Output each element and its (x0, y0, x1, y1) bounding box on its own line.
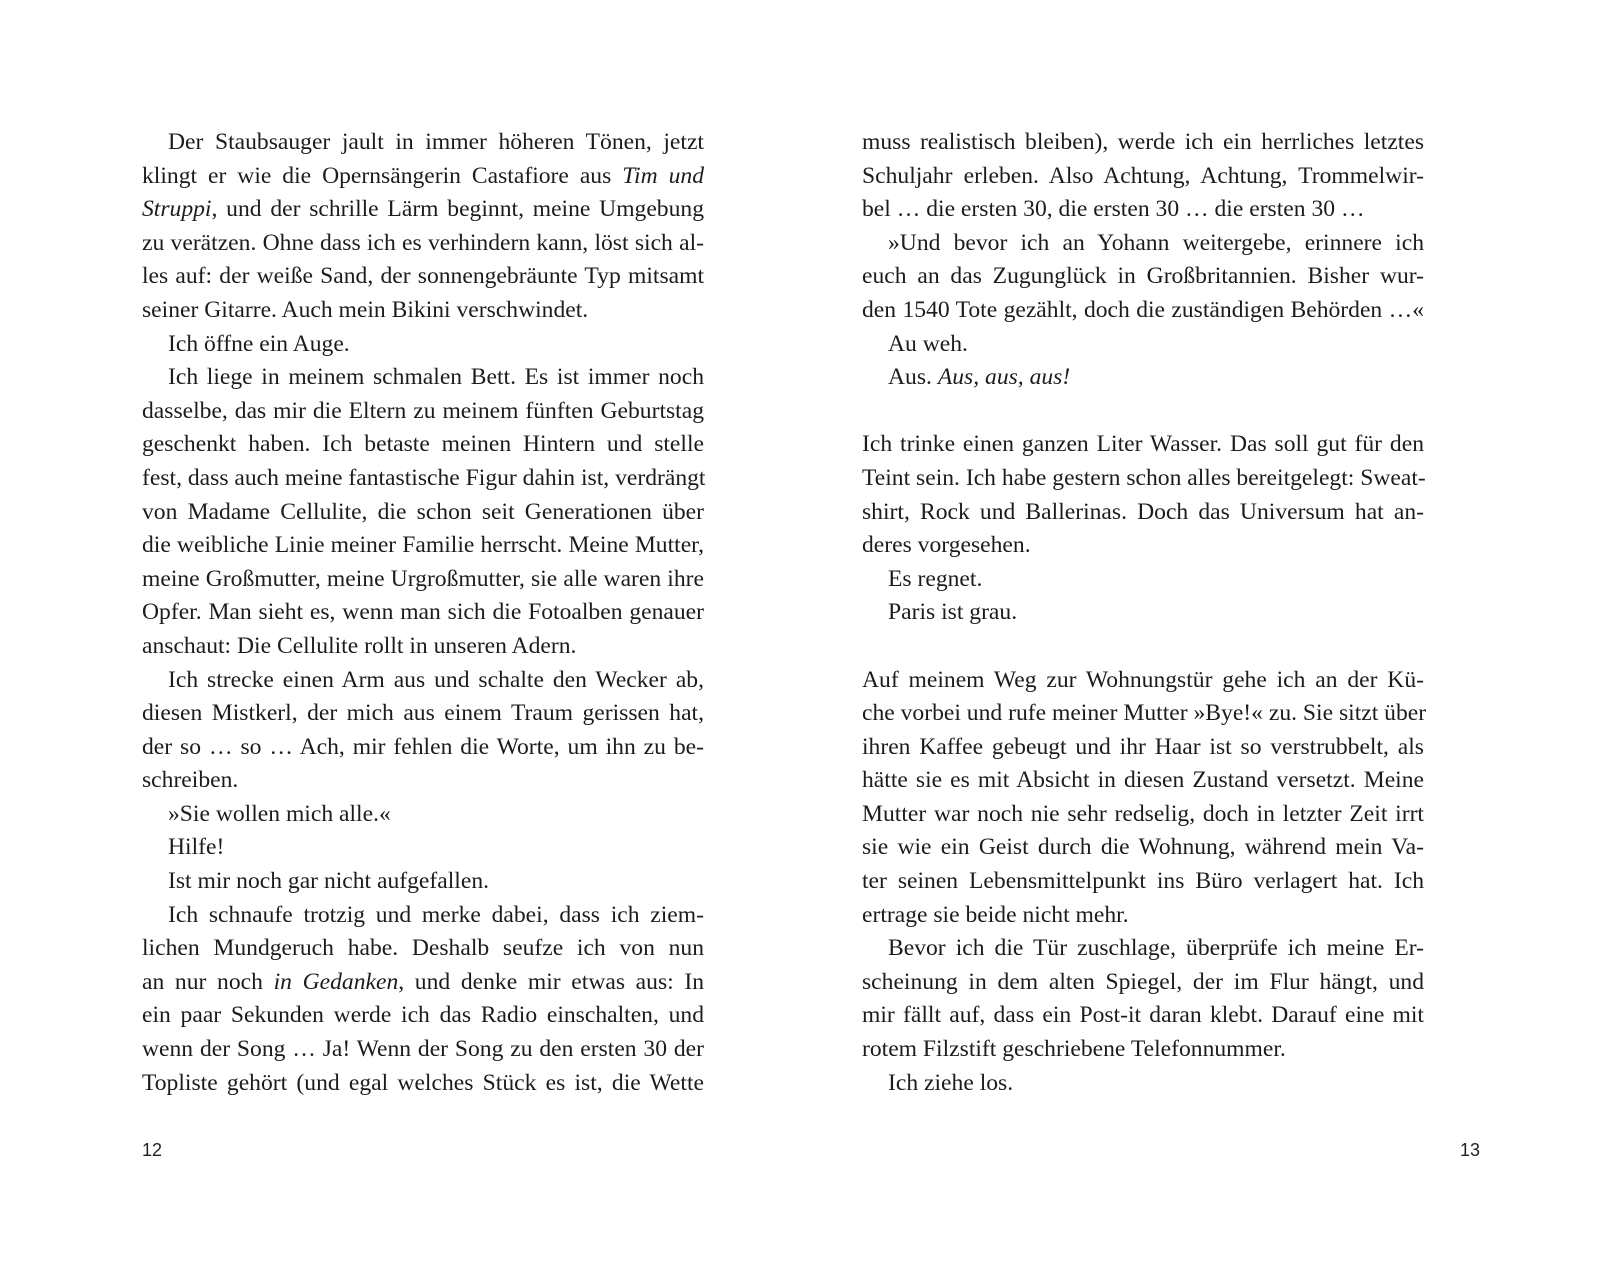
text-line: Ich öffne ein Auge. (168, 330, 350, 357)
text-line: fest, dass auch meine fantastische Figur dahin ist, verdrängt (142, 464, 706, 491)
text-line: »Und bevor ich an Yohann weitergebe, erinnere ich (888, 229, 1424, 256)
text-line: ter seinen Lebensmittelpunkt ins Büro verlagert hat. Ich (862, 868, 1424, 895)
text-line: Bevor ich die Tür zuschlage, überprüfe ich meine Er- (888, 935, 1424, 962)
text-line: Au weh. (888, 330, 968, 357)
text-line: Der Staubsauger jault in immer höheren Tönen, jetzt (168, 129, 704, 155)
text-line: wenn der Song … Ja! Wenn der Song zu den ersten 30 der (142, 1036, 704, 1063)
text-line: Teint sein. Ich habe gestern schon alles bereitgelegt: Sweat- (862, 464, 1426, 491)
text-line: klingt er wie die Opernsängerin Castafiore aus Tim und (142, 162, 704, 189)
text-line: sie wie ein Geist durch die Wohnung, während mein Va- (862, 834, 1424, 861)
text-line: Paris ist grau. (888, 599, 1018, 626)
text-line: Ist mir noch gar nicht aufgefallen. (168, 868, 490, 895)
section-break (862, 630, 1424, 664)
text-line: Ich trinke einen ganzen Liter Wasser. Das soll gut für den (862, 431, 1424, 458)
text-line: diesen Mistkerl, der mich aus einem Traum gerissen hat, (142, 700, 704, 727)
text-line: Ich strecke einen Arm aus und schalte den Wecker ab, (168, 666, 704, 693)
text-line: Auf meinem Weg zur Wohnungstür gehe ich an der Kü- (862, 666, 1424, 693)
text-line: dasselbe, das mir die Eltern zu meinem fünften Geburtstag (142, 397, 704, 424)
text-line: Aus. Aus, aus, aus! (888, 364, 1071, 391)
text-line: Schuljahr erleben. Also Achtung, Achtung, Trommelwir- (862, 162, 1424, 189)
text-line: deres vorgesehen. (862, 532, 1031, 559)
text-line: rotem Filzstift geschriebene Telefonnummer. (862, 1036, 1286, 1063)
text-line: hätte sie es mit Absicht in diesen Zustand versetzt. Meine (862, 767, 1424, 794)
right-page-text (862, 126, 1427, 1100)
text-line: an nur noch in Gedanken, und denke mir etwas aus: In (142, 968, 704, 995)
text-line: der so … so … Ach, mir fehlen die Worte, um ihn zu be- (142, 733, 704, 760)
text-line: Ich liege in meinem schmalen Bett. Es ist immer noch (168, 364, 704, 391)
left-page-text (142, 126, 704, 1100)
text-line: »Sie wollen mich alle.« (168, 800, 391, 827)
text-line: ein paar Sekunden werde ich das Radio einschalten, und (142, 1002, 704, 1029)
text-line: bel … die ersten 30, die ersten 30 … die ersten 30 … (862, 196, 1365, 223)
text-line: Opfer. Man sieht es, wenn man sich die Fotoalben genauer (142, 599, 704, 626)
text-line: shirt, Rock und Ballerinas. Doch das Universum hat an- (862, 498, 1424, 525)
text-line: muss realistisch bleiben), werde ich ein herrliches letztes (862, 129, 1424, 155)
text-line: ihren Kaffee gebeugt und ihr Haar ist so verstrubbelt, als (862, 733, 1424, 760)
text-line: Struppi, und der schrille Lärm beginnt, meine Umgebung (142, 196, 704, 223)
text-line: Ich schnaufe trotzig und merke dabei, dass ich ziem- (168, 901, 704, 928)
right-page (800, 0, 1600, 1274)
text-line: scheinung in dem alten Spiegel, der im Flur hängt, und (862, 968, 1424, 995)
text-line: les auf: der weiße Sand, der sonnengebräunte Typ mitsamt (142, 263, 704, 290)
text-line: zu verätzen. Ohne dass ich es verhindern kann, löst sich al- (142, 229, 704, 256)
text-line: euch an das Zugunglück in Großbritannien. Bisher wur- (862, 263, 1424, 290)
text-line: anschaut: Die Cellulite rollt in unseren Adern. (142, 632, 577, 659)
text-line: mir fällt auf, dass ein Post-it daran klebt. Darauf eine mit (862, 1002, 1424, 1029)
text-line: che vorbei und rufe meiner Mutter »Bye!« zu. Sie sitzt über (862, 700, 1427, 727)
text-line: seiner Gitarre. Auch mein Bikini verschwindet. (142, 296, 589, 323)
text-line: lichen Mundgeruch habe. Deshalb seufze ich von nun (142, 935, 704, 962)
text-line: Topliste gehört (und egal welches Stück es ist, die Wette (142, 1069, 704, 1096)
text-line: ertrage sie beide nicht mehr. (862, 901, 1129, 928)
section-break (862, 395, 1424, 429)
text-line: geschenkt haben. Ich betaste meinen Hintern und stelle (142, 431, 704, 458)
text-line: die weibliche Linie meiner Familie herrscht. Meine Mutter, (142, 532, 704, 559)
text-line: Es regnet. (888, 565, 983, 592)
text-line: Ich ziehe los. (888, 1069, 1014, 1096)
text-line: Hilfe! (168, 834, 225, 861)
page-number-right: 13 (1459, 1140, 1480, 1160)
text-line: von Madame Cellulite, die schon seit Generationen über (142, 498, 704, 525)
text-line: meine Großmutter, meine Urgroßmutter, sie alle waren ihre (142, 565, 704, 592)
text-line: Mutter war noch nie sehr redselig, doch in letzter Zeit irrt (862, 800, 1424, 827)
text-line: den 1540 Tote gezählt, doch die zuständigen Behörden …« (862, 296, 1424, 323)
page-number-left: 12 (142, 1140, 163, 1160)
text-line: schreiben. (142, 767, 239, 794)
